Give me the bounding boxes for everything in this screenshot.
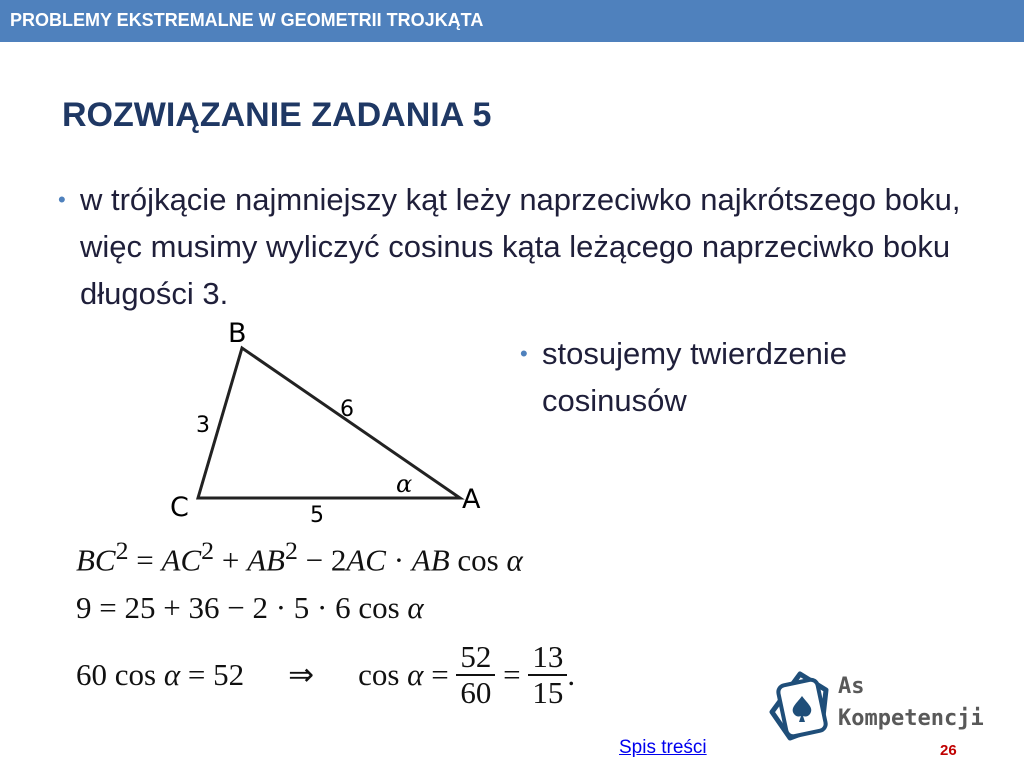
as-kompetencji-logo bbox=[766, 668, 1006, 744]
implies-arrow: ⇒ bbox=[288, 657, 315, 692]
logo-icon bbox=[766, 668, 836, 744]
equation-result: 60 cos α = 52 ⇒ cos α = $\frac{52}{60}$ = $\frac{13}{15}$ . bbox=[76, 639, 576, 710]
header-title: PROBLEMY EKSTREMALNE W GEOMETRII TROJKĄTA bbox=[10, 10, 484, 30]
triangle-diagram bbox=[170, 318, 482, 528]
bullet-item bbox=[58, 176, 978, 317]
bullet-icon: • bbox=[520, 341, 528, 366]
fraction-52-60 bbox=[456, 640, 495, 710]
bullet-item bbox=[520, 330, 960, 424]
vertex-b-label: B bbox=[228, 318, 247, 349]
vertex-a-label: A bbox=[462, 484, 481, 515]
eq3-rhs-value: 52 bbox=[213, 657, 245, 692]
fraction-13-15 bbox=[528, 640, 567, 710]
bullet-icon: • bbox=[58, 187, 66, 212]
table-of-contents-link[interactable]: Spis treści bbox=[619, 737, 707, 758]
fraction-numerator: 13 bbox=[528, 640, 567, 676]
fraction-numerator: 52 bbox=[456, 640, 495, 676]
eq3-lhs-coefficient: 60 bbox=[76, 657, 107, 692]
vertex-c-label: C bbox=[170, 492, 189, 523]
logo-text-line2: Kompetencji bbox=[838, 706, 984, 731]
bullet-text: stosujemy twierdzenie cosinusów bbox=[542, 336, 847, 418]
bullet-text: w trójkącie najmniejszy kąt leży naprzeciwko najkrótszego boku, więc musimy wyliczyć cosinus kąta leżącego naprzeciwko boku długości 3. bbox=[80, 182, 961, 311]
header-bar bbox=[0, 0, 1024, 42]
equation-law-of-cosines: $BC^2 = AC^2 + AB^2 - 2AC$ · AB cos α bbox=[76, 536, 523, 578]
page-number: 26 bbox=[940, 742, 957, 759]
side-bc-label: 3 bbox=[196, 413, 210, 438]
logo-text-line1: As bbox=[838, 674, 865, 699]
side-ab-label: 6 bbox=[340, 397, 354, 422]
triangle-shape bbox=[198, 348, 460, 498]
slide-title: ROZWIĄZANIE ZADANIA 5 bbox=[62, 96, 492, 134]
equation-substitution: 9 = 25 + 36 − 2 · 5 · 6 cos α bbox=[76, 590, 424, 625]
angle-alpha-label: α bbox=[396, 470, 413, 498]
fraction-denominator: 15 bbox=[532, 675, 564, 710]
side-ca-label: 5 bbox=[310, 503, 324, 528]
fraction-denominator: 60 bbox=[460, 675, 492, 710]
